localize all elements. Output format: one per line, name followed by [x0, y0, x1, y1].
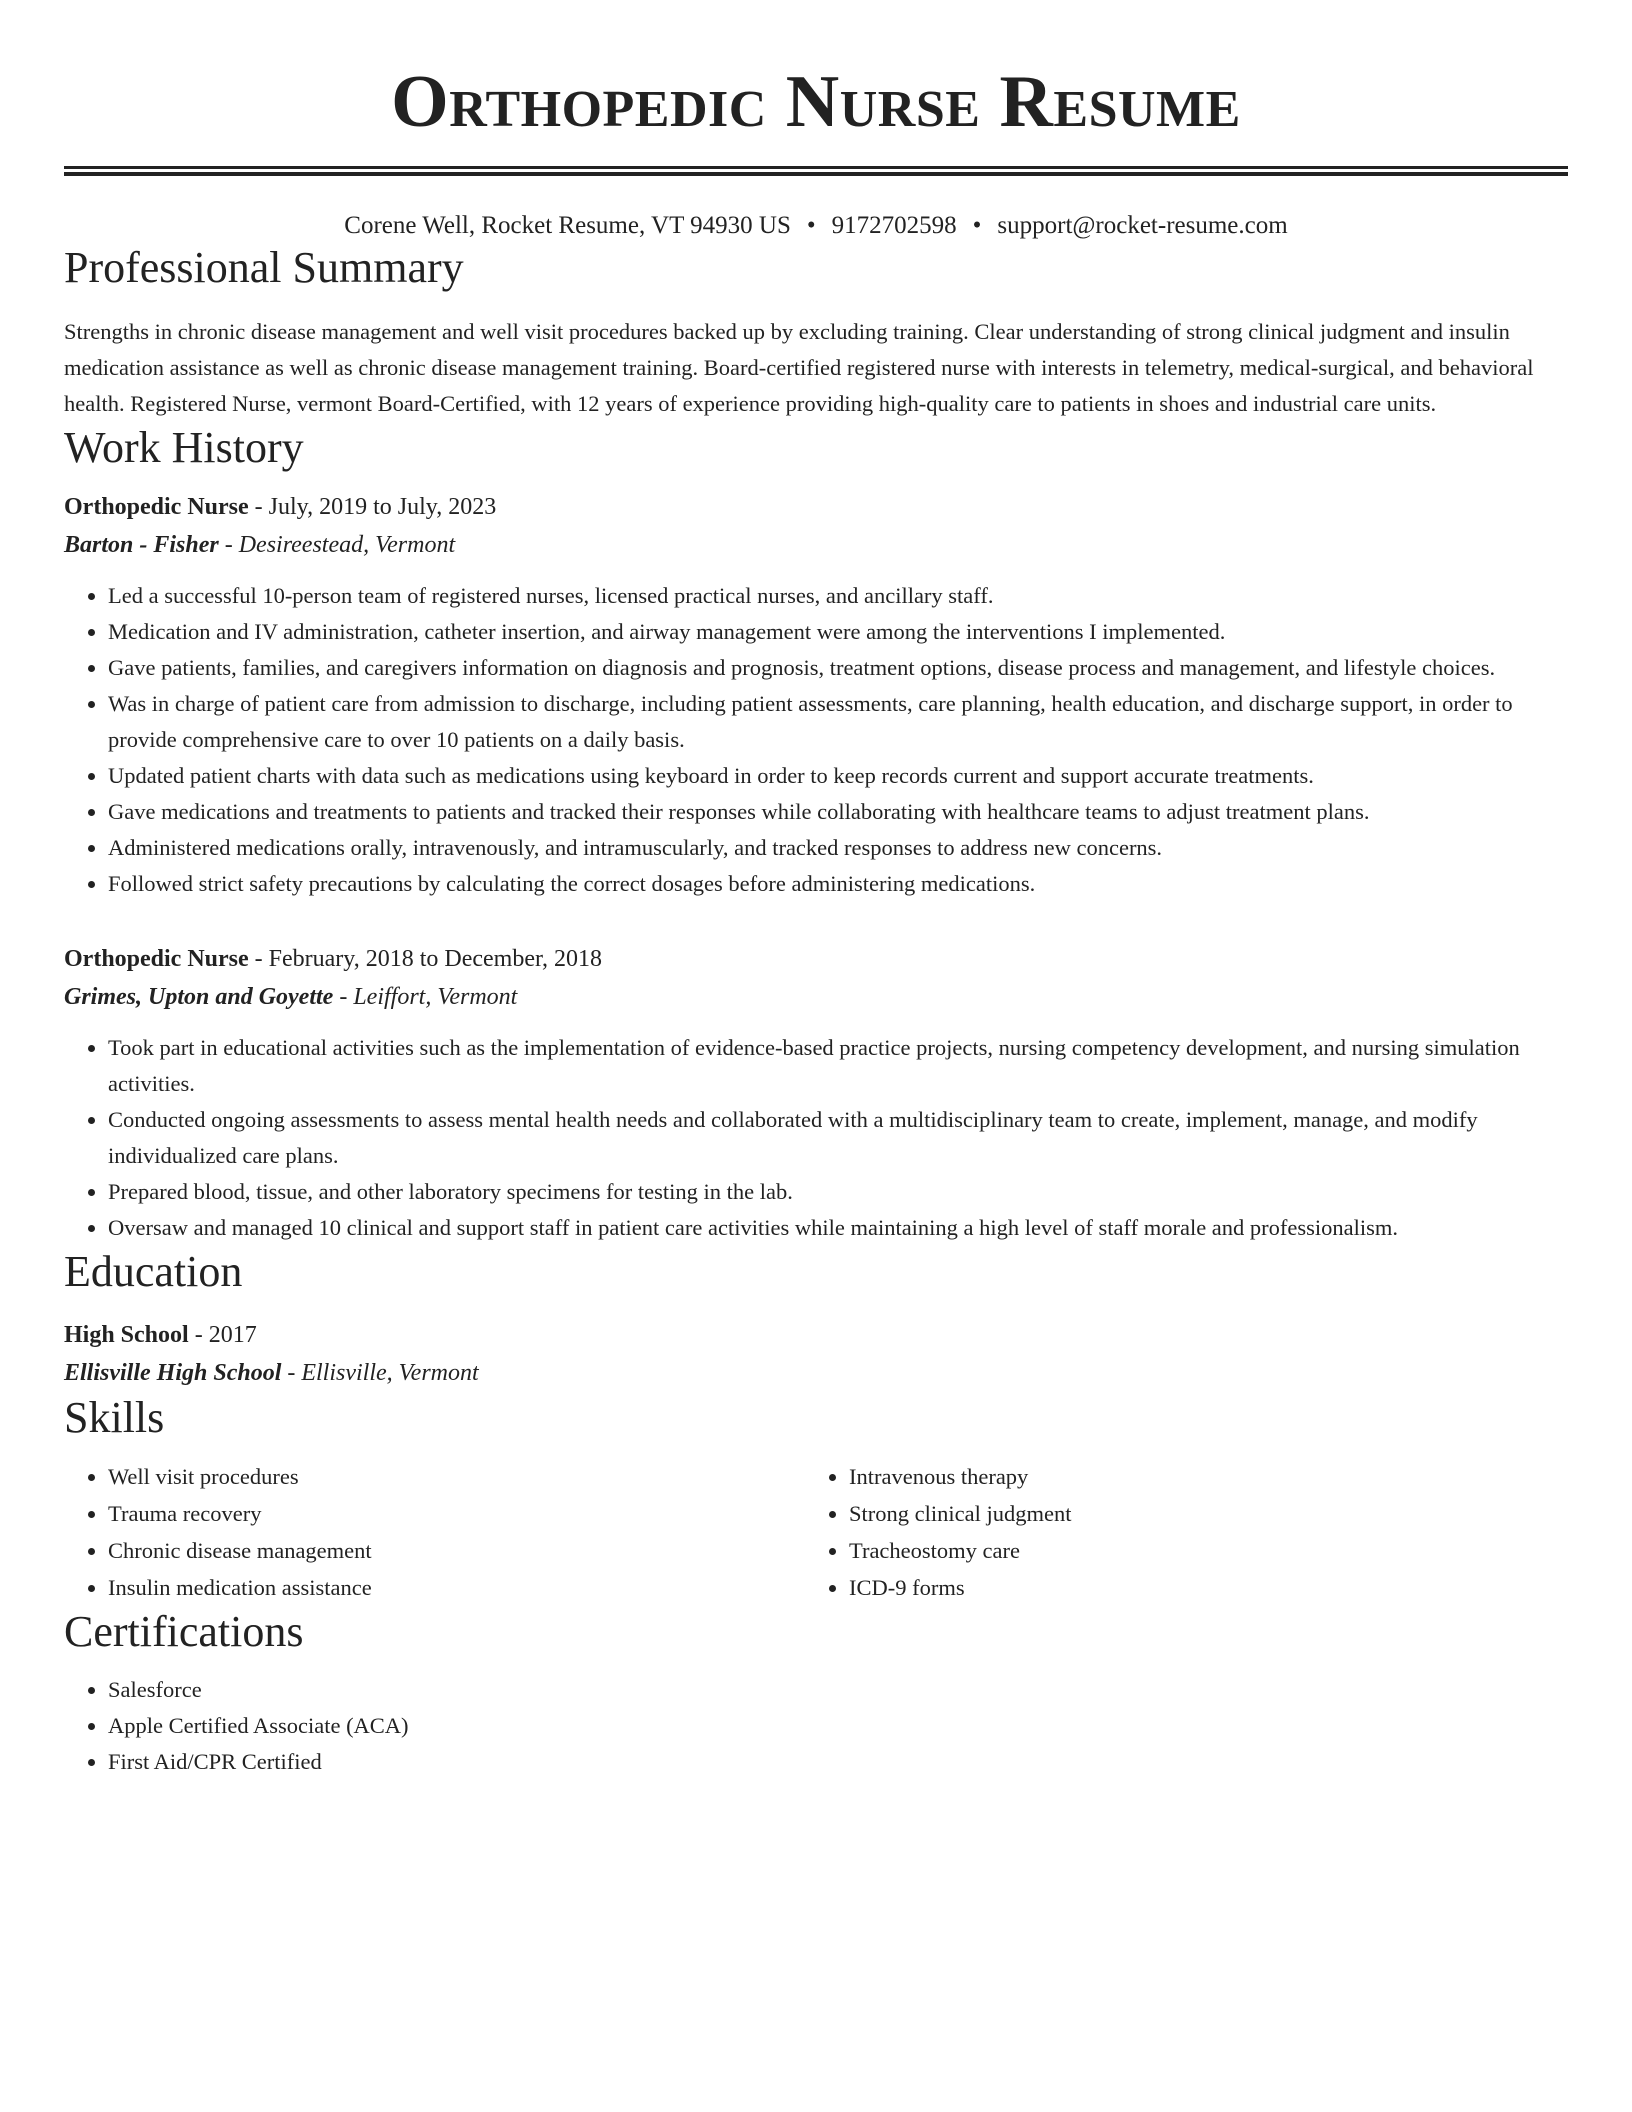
work-history-heading: Work History — [64, 423, 304, 472]
job-bullet-list — [64, 578, 1568, 902]
certification-item: • Salesforce — [108, 1672, 1568, 1708]
list-item: • Led a successful 10-person team of registered nurses, licensed practical nurses, and ancillary staff. — [108, 578, 1568, 614]
skill-item: • Trauma recovery — [108, 1495, 805, 1532]
education-school-line — [64, 1354, 1568, 1392]
certification-item: • First Aid/CPR Certified — [108, 1744, 1568, 1780]
contact-email: support@rocket-resume.com — [997, 212, 1288, 239]
summary-text: Strengths in chronic disease management and well visit procedures backed up by excluding training. Clear understanding of strong clinical judgment and insulin medication assistance as well as chronic disease management training. Board-certified registered nurse with interests in telemetry, medical-surgical, and behavioral health. Registered Nurse, vermont Board-Certified, with 12 years of experience providing high-quality care to patients in shoes and industrial care units. — [64, 319, 1534, 416]
skill-item: • Insulin medication assistance — [108, 1569, 805, 1606]
certification-item: • Apple Certified Associate (ACA) — [108, 1708, 1568, 1744]
skill-item: • Chronic disease management — [108, 1532, 805, 1569]
page-title: Orthopedic Nurse Resume — [391, 61, 1241, 143]
skill-item: • Tracheostomy care — [849, 1532, 1546, 1569]
company-name: Barton - Fisher — [64, 532, 219, 558]
contact-line — [64, 210, 1568, 242]
education-school: Ellisville High School — [64, 1360, 282, 1386]
company-name: Grimes, Upton and Goyette — [64, 984, 334, 1010]
summary-heading: Professional Summary — [64, 243, 464, 292]
job-entry — [64, 488, 1568, 902]
company-line — [64, 978, 1568, 1016]
education-year: - 2017 — [188, 1322, 257, 1348]
skill-item: • Intravenous therapy — [849, 1458, 1546, 1495]
list-item: • Updated patient charts with data such as medications using keyboard in order to keep records current and support accurate treatments. — [108, 758, 1568, 794]
list-item: • Medication and IV administration, catheter insertion, and airway management were among the interventions I implemented. — [108, 614, 1568, 650]
skill-item: • ICD-9 forms — [849, 1569, 1546, 1606]
list-item: • Took part in educational activities such as the implementation of evidence-based practice projects, nursing competency development, and nursing simulation activities. — [108, 1030, 1568, 1102]
job-bullet-list — [64, 1030, 1568, 1246]
skill-item: • Strong clinical judgment — [849, 1495, 1546, 1532]
contact-phone: 9172702598 — [831, 212, 957, 239]
job-title-line — [64, 940, 1568, 978]
education-degree: High School — [64, 1322, 189, 1348]
list-item: • Administered medications orally, intravenously, and intramuscularly, and tracked responses to address new concerns. — [108, 830, 1568, 866]
list-item: • Gave patients, families, and caregivers information on diagnosis and prognosis, treatment options, disease process and management, and lifestyle choices. — [108, 650, 1568, 686]
skills-list-left — [64, 1458, 805, 1606]
contact-separator: • — [972, 212, 982, 239]
certifications-heading: Certifications — [64, 1607, 304, 1656]
list-item: • Conducted ongoing assessments to assess mental health needs and collaborated with a multidisciplinary team to create, implement, manage, and modify individualized care plans. — [108, 1102, 1568, 1174]
job-title: Orthopedic Nurse — [64, 494, 249, 520]
skills-grid — [64, 1458, 1568, 1606]
list-item: • Was in charge of patient care from admission to discharge, including patient assessments, care planning, health education, and discharge support, in order to provide comprehensive care to over 10 patients on a daily basis. — [108, 686, 1568, 758]
skill-item: • Well visit procedures — [108, 1458, 805, 1495]
company-location: - Leiffort, Vermont — [333, 984, 518, 1010]
education-heading: Education — [64, 1247, 243, 1296]
certifications-list — [64, 1672, 1568, 1780]
company-location: - Desireestead, Vermont — [218, 532, 456, 558]
education-degree-line — [64, 1316, 1568, 1354]
skills-list-right — [805, 1458, 1546, 1606]
skills-heading: Skills — [64, 1393, 165, 1442]
job-title-line — [64, 488, 1568, 526]
title-divider — [64, 166, 1568, 176]
job-dates: - July, 2019 to July, 2023 — [248, 494, 497, 520]
list-item: • Oversaw and managed 10 clinical and support staff in patient care activities while maintaining a high level of staff morale and professionalism. — [108, 1210, 1568, 1246]
job-entry — [64, 940, 1568, 1246]
list-item: • Gave medications and treatments to patients and tracked their responses while collaborating with healthcare teams to adjust treatment plans. — [108, 794, 1568, 830]
contact-separator: • — [806, 212, 816, 239]
education-location: - Ellisville, Vermont — [281, 1360, 479, 1386]
contact-address: Corene Well, Rocket Resume, VT 94930 US — [344, 212, 791, 239]
list-item: • Prepared blood, tissue, and other laboratory specimens for testing in the lab. — [108, 1174, 1568, 1210]
job-title: Orthopedic Nurse — [64, 946, 249, 972]
list-item: • Followed strict safety precautions by calculating the correct dosages before administering medications. — [108, 866, 1568, 902]
job-dates: - February, 2018 to December, 2018 — [248, 946, 603, 972]
company-line — [64, 526, 1568, 564]
